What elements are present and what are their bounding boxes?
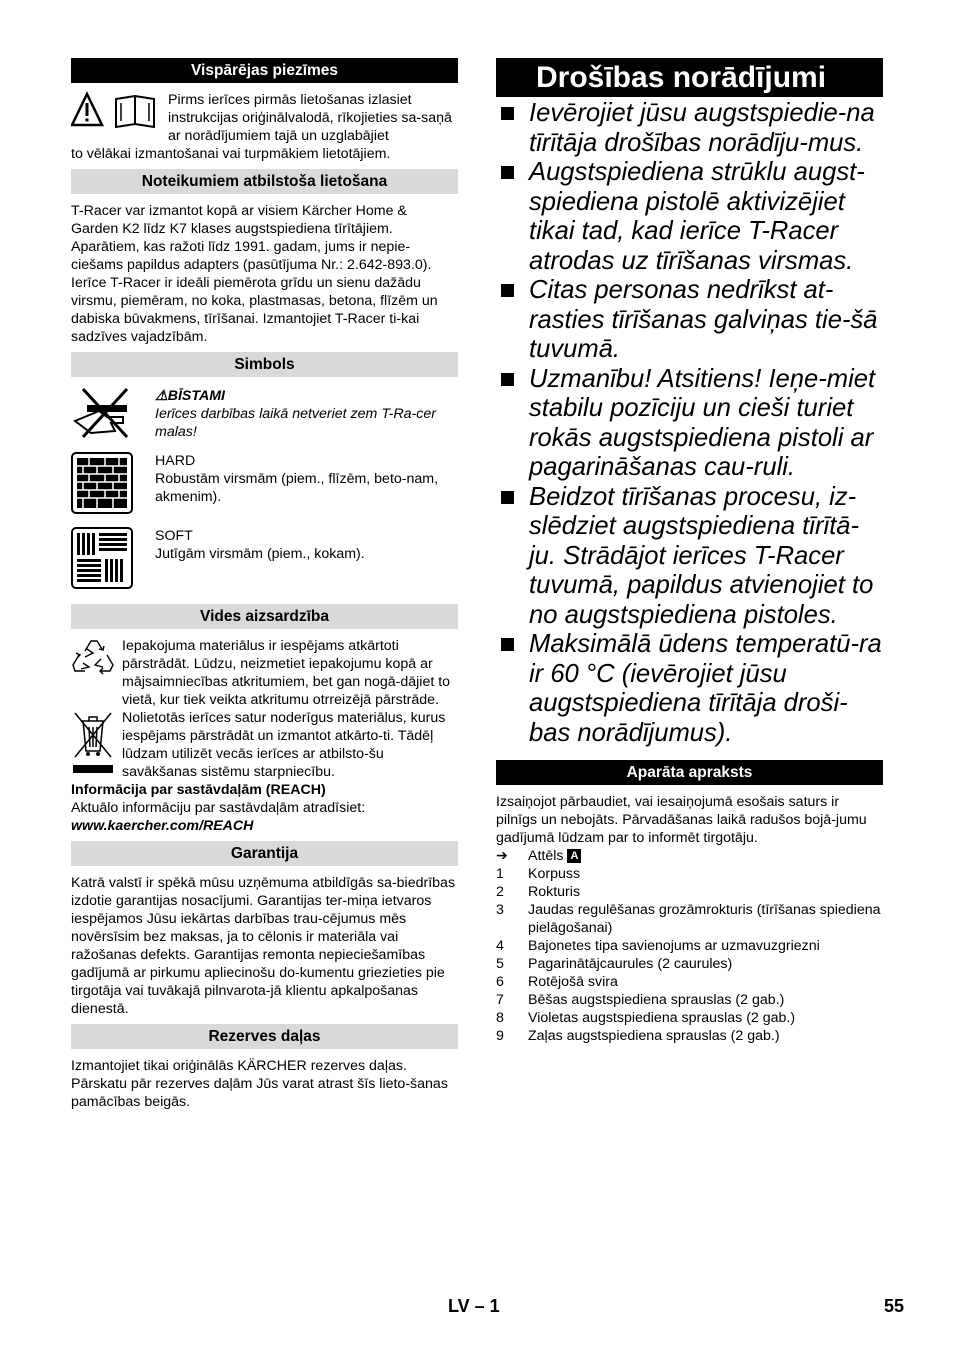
general-notes-block [71,91,458,145]
proper-use-text-1: T-Racer var izmantot kopā ar visiem Kärcher Home & Garden K2 līdz K7 klases augstspiediena tīrītājiem. Aparātiem, kas ražoti līdz 1991. gadam, jums ir nepie-ciešams papildus adapters (pasūtījuma Nr.: 2.642-893.0). [71,203,432,273]
bullet-square-icon [501,373,514,386]
figure-letter-badge: A [567,849,581,863]
symbol-hard [71,452,458,519]
safety-bullets [496,99,883,748]
safety-bullet: Uzmanību! Atsitiens! Ieņe-miet stabilu pozīciju un cieši turiet rokās augstspiediena pistoli ar pagarināšanas cau-ruli. [496,365,883,483]
figure-reference [496,847,883,865]
symbol-danger [71,387,458,444]
bullet-square-icon [501,284,514,297]
danger-text: Ierīces darbības laikā netveriet zem T-Ra-cer malas! [155,406,436,440]
symbols-heading: Simbols [71,352,458,377]
safety-bullet: Beidzot tīrīšanas procesu, iz-slēdziet augstspiediena tīrītā-ju. Strādājot ierīces T-Racer tuvumā, papildus atvienojiet to no augstspiediena pistoles. [496,483,883,631]
danger-hand-icon [71,387,141,439]
recycle-text: Iepakojuma materiālus ir iespējams atkārtoti pārstrādāt. Lūdzu, neizmetiet iepakojumu kopā ar mājsaimniecības atkritumiem, bet gan nogā-dājiet to vietā, kur tiek veikta atkritumu otrreizējā pārstrāde. [122,638,451,708]
hard-label: HARD [155,453,196,469]
list-item: 8 Violetas augstspiediena sprauslas (2 gab.) [496,1010,796,1026]
figure-label: Attēls [528,848,564,864]
safety-bullet: Maksimālā ūdens temperatū-ra ir 60 °C (ievērojiet jūsu augstspiediena tīrītāja droši-bas norādījumus). [496,630,883,748]
reach-title: Informācija par sastāvdaļām (REACH) [71,782,326,798]
right-column [496,58,883,1045]
footer-page-number: 55 [884,1296,905,1316]
bullet-square-icon [501,491,514,504]
bullet-square-icon [501,107,514,120]
recycle-block [71,637,458,709]
danger-label: ⚠BĪSTAMI [155,388,225,404]
list-item: 7 Bēšas augstspiediena sprauslas (2 gab.) [496,992,785,1008]
general-notes-text: Pirms ierīces pirmās lietošanas izlasiet instrukcijas oriģinālvalodā, rīkojieties sa-saņā ar norādījumiem tajā un uzglabājiet [168,92,452,144]
warranty-heading: Garantija [71,841,458,866]
general-notes-heading: Vispārējas piezīmes [71,58,458,83]
safety-bullet: Augstspiediena strūklu augst-spiediena pistolē aktivizējiet tikai tad, kad ierīce T-Racer atrodas uz tīrīšanas virsmas. [496,158,883,276]
safety-bullet: Ievērojiet jūsu augstspiedie-na tīrītāja drošības norādīju-mus. [496,99,883,158]
soft-text: Jutīgām virsmām (piem., kokam). [155,546,365,562]
spare-parts-text: Izmantojiet tikai oriģinālās KÄRCHER rezerves daļas. Pārskatu pār rezerves daļām Jūs varat atrast šīs lieto-šanas pamācības beigās. [71,1058,448,1110]
weee-block [71,709,458,781]
warning-triangle-book-icon [71,91,161,131]
symbol-soft [71,527,458,594]
parts-list [496,865,883,1045]
footer-language-page: LV – 1 [448,1296,500,1316]
proper-use-heading: Noteikumiem atbilstoša lietošana [71,169,458,194]
list-item: 6 Rotējošā svira [496,974,618,990]
proper-use-text-2: Ierīce T-Racer ir ideāli piemērota grīdu un sienu dažādu virsmu, piemēram, no koka, plastmasas, betona, flīzēm un dabiska būvakmens, tīrīšanai. Izmantojiet T-Racer ti-kai sadzīves vajadzībām. [71,275,438,345]
reach-text: Aktuālo informāciju par sastāvdaļām atradīsiet: [71,800,366,816]
environment-heading: Vides aizsardzība [71,604,458,629]
recycle-icon [71,637,115,679]
left-column [71,58,458,1111]
weee-text: Nolietotās ierīces satur noderīgus materiālus, kurus iespējams pārstrādāt un izmantot atkārto-ti. Tādēļ lūdzam utilizēt vecās ierīces ar atbilsto-šu savākšanas sistēmu starpniecību. [122,710,446,780]
device-description-heading: Aparāta apraksts [496,760,883,785]
spare-parts-heading: Rezerves daļas [71,1024,458,1049]
hard-text: Robustām virsmām (piem., flīzēm, beto-nam, akmenim). [155,471,439,505]
reach-link[interactable]: www.kaercher.com/REACH [71,818,254,834]
general-notes-text-cont: to vēlākai izmantošanai vai turpmākiem lietotājiem. [71,146,391,162]
safety-heading: Drošības norādījumi [496,58,883,97]
bullet-square-icon [501,166,514,179]
bullet-square-icon [501,638,514,651]
warning-manual-icons [71,91,168,145]
hard-surface-brick-icon [71,452,133,514]
soft-label: SOFT [155,528,193,544]
warranty-text: Katrā valstī ir spēkā mūsu uzņēmuma atbildīgās sa-biedrības izdotie garantijas nosacījumi. Garantijas ter-miņa ietvaros iespējamos Jūsu iekārtas darbības trau-cējumus mēs novērsīsim bez maksas, ja to cēlonis ir materiāla vai ražošanas defekts. Garantijas remonta nepieciešamības gadījumā ar pirkumu apliecinošu do-kumentu griezieties pie tirgotāja vai tuvākajā pilnvarota-jā klientu apkalpošanas dienestā. [71,875,456,1017]
list-item: 1 Korpuss [496,866,581,882]
soft-surface-wood-icon [71,527,133,589]
list-item: 2 Rokturis [496,884,581,900]
crossed-bin-icon [71,709,115,775]
arrow-right-icon: ➔ [496,848,508,864]
list-item: 9 Zaļas augstspiediena sprauslas (2 gab.) [496,1028,780,1044]
device-description-text: Izsaiņojot pārbaudiet, vai iesaiņojumā esošais saturs ir pilnīgs un nebojāts. Pārvadāšanas laikā radušos bojā-jumu gadījumā lūdzam par to informēt tirgotāju. [496,794,867,846]
safety-bullet: Citas personas nedrīkst at-rasties tīrīšanas galviņas tie-šā tuvumā. [496,276,883,365]
list-item: 4 Bajonetes tipa savienojums ar uzmavuzgriezni [496,938,820,954]
list-item: 5 Pagarinātājcaurules (2 caurules) [496,956,733,972]
list-item: 3 Jaudas regulēšanas grozāmrokturis (tīrīšanas spiediena pielāgošanai) [496,902,881,936]
